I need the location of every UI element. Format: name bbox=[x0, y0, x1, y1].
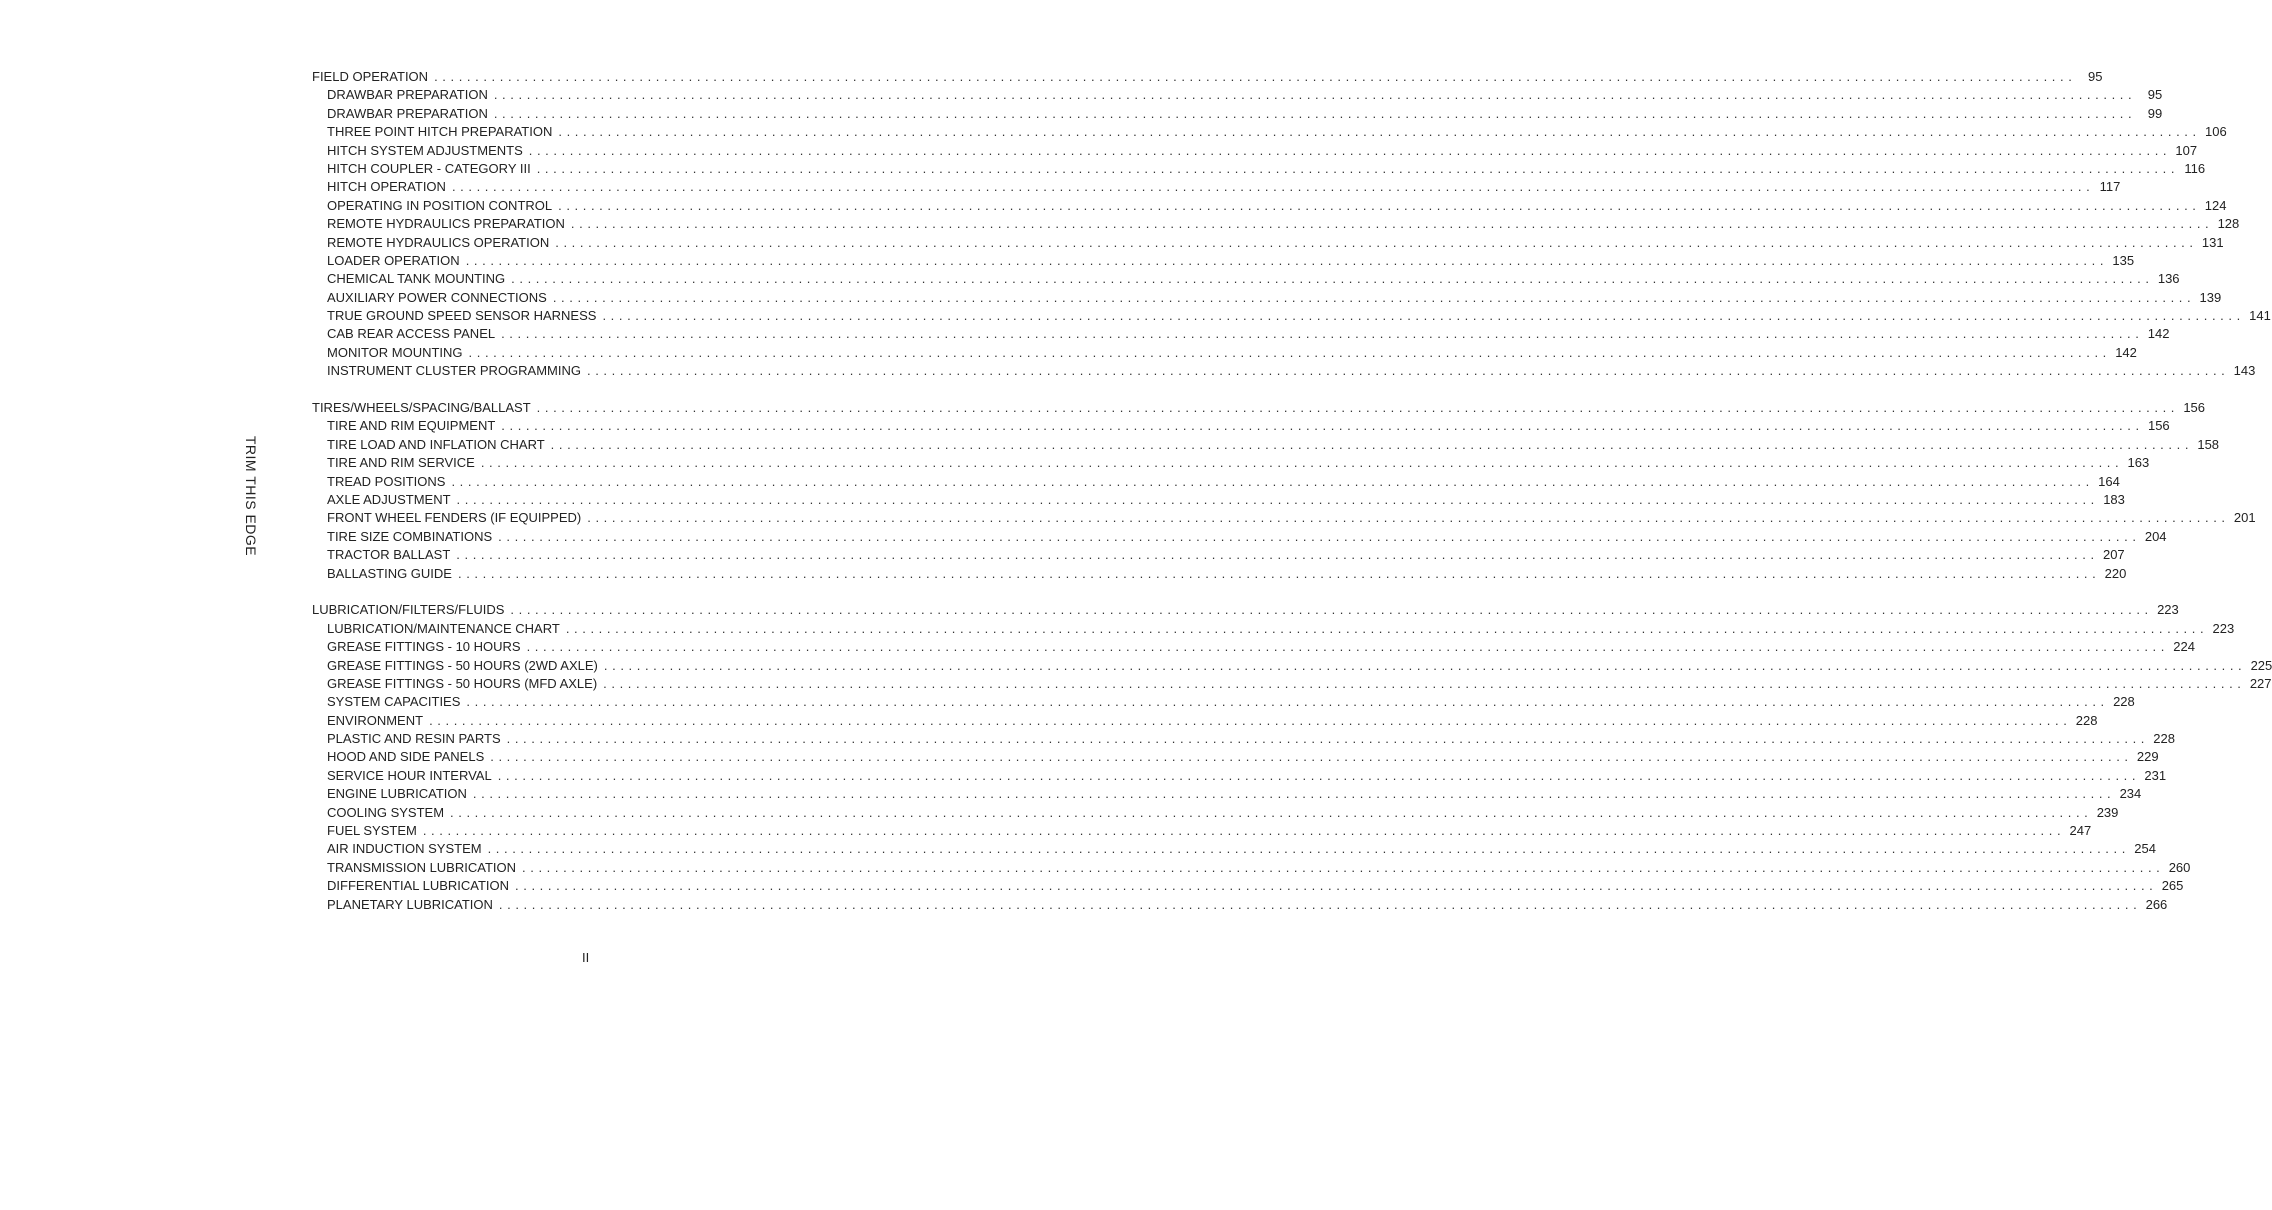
entry-page-number: 265 bbox=[2161, 878, 2184, 894]
dot-leader: ........................................................................................................................................................................................................ bbox=[434, 69, 2077, 84]
dot-leader: ........................................................................................................................................................................................................ bbox=[493, 87, 2137, 103]
entry-title: COOLING SYSTEM bbox=[327, 804, 445, 820]
dot-leader: ........................................................................................................................................................................................................ bbox=[603, 675, 2246, 691]
entry-page-number: 207 bbox=[2102, 547, 2125, 563]
toc-entry bbox=[312, 417, 2170, 435]
entry-title: ENVIRONMENT bbox=[327, 712, 424, 728]
dot-leader: ........................................................................................................................................................................................................ bbox=[515, 878, 2158, 894]
page-number: II bbox=[582, 950, 590, 965]
toc-entry bbox=[312, 528, 2167, 546]
toc-entry bbox=[312, 565, 2127, 583]
toc-entry bbox=[312, 638, 2195, 656]
entry-page-number: 266 bbox=[2145, 896, 2168, 912]
entry-page-number: 225 bbox=[2250, 657, 2272, 673]
dot-leader: ........................................................................................................................................................................................................ bbox=[501, 418, 2144, 434]
entry-page-number: 95 bbox=[2087, 69, 2103, 84]
entry-page-number: 131 bbox=[2201, 234, 2224, 250]
dot-leader: ........................................................................................................................................................................................................ bbox=[536, 400, 2180, 416]
entry-title: GREASE FITTINGS - 50 HOURS (2WD AXLE) bbox=[327, 657, 598, 673]
toc-entry bbox=[312, 896, 2168, 914]
entry-page-number: 156 bbox=[2147, 418, 2170, 434]
toc-entry bbox=[312, 215, 2240, 233]
entry-page-number: 117 bbox=[2099, 179, 2121, 195]
entry-title: HITCH COUPLER - CATEGORY III bbox=[327, 160, 531, 176]
toc-entry bbox=[312, 436, 2220, 454]
entry-page-number: 201 bbox=[2233, 510, 2256, 526]
toc-entry bbox=[312, 289, 2222, 307]
entry-page-number: 260 bbox=[2168, 859, 2191, 875]
toc-entry bbox=[312, 785, 2142, 803]
entry-page-number: 99 bbox=[2147, 105, 2163, 121]
entry-page-number: 223 bbox=[2212, 620, 2235, 636]
toc-section-heading bbox=[312, 68, 2103, 86]
toc-entry bbox=[312, 252, 2135, 270]
dot-leader: ........................................................................................................................................................................................................ bbox=[526, 639, 2169, 655]
dot-leader: ........................................................................................................................................................................................................ bbox=[558, 124, 2201, 140]
dot-leader: ........................................................................................................................................................................................................ bbox=[451, 179, 2095, 195]
toc-entry bbox=[312, 620, 2235, 638]
toc-entry bbox=[312, 86, 2163, 104]
toc-entry bbox=[312, 307, 2271, 325]
entry-title: TIRE LOAD AND INFLATION CHART bbox=[327, 436, 545, 452]
entry-page-number: 163 bbox=[2127, 455, 2150, 471]
dot-leader: ........................................................................................................................................................................................................ bbox=[465, 252, 2109, 268]
toc-entry bbox=[312, 657, 2272, 675]
entry-title: CAB REAR ACCESS PANEL bbox=[327, 326, 496, 342]
entry-page-number: 228 bbox=[2113, 694, 2135, 710]
entry-title: LOADER OPERATION bbox=[327, 252, 460, 268]
entry-page-number: 227 bbox=[2249, 675, 2272, 691]
dot-leader: ........................................................................................................................................................................................................ bbox=[558, 197, 2201, 213]
entry-page-number: 247 bbox=[2069, 823, 2092, 839]
entry-page-number: 143 bbox=[2233, 363, 2256, 379]
entry-title: TRUE GROUND SPEED SENSOR HARNESS bbox=[327, 308, 597, 324]
dot-leader: ........................................................................................................................................................................................................ bbox=[550, 436, 2194, 452]
toc-entry bbox=[312, 822, 2092, 840]
entry-title: HITCH OPERATION bbox=[327, 179, 446, 195]
entry-page-number: 128 bbox=[2217, 216, 2240, 232]
toc-entry bbox=[312, 105, 2163, 123]
entry-page-number: 142 bbox=[2115, 344, 2137, 360]
dot-leader: ........................................................................................................................................................................................................ bbox=[429, 712, 2072, 728]
entry-title: TIRE SIZE COMBINATIONS bbox=[327, 528, 493, 544]
entry-page-number: 224 bbox=[2173, 639, 2195, 655]
entry-title: SYSTEM CAPACITIES bbox=[327, 694, 461, 710]
entry-title: DRAWBAR PREPARATION bbox=[327, 105, 488, 121]
toc-section bbox=[312, 601, 2272, 914]
entry-title: TIRE AND RIM SERVICE bbox=[327, 455, 475, 471]
toc-entry bbox=[312, 270, 2180, 288]
entry-title: FRONT WHEEL FENDERS (IF EQUIPPED) bbox=[327, 510, 582, 526]
dot-leader: ........................................................................................................................................................................................................ bbox=[555, 234, 2198, 250]
dot-leader: ........................................................................................................................................................................................................ bbox=[603, 657, 2247, 673]
toc-entry bbox=[312, 730, 2175, 748]
dot-leader: ........................................................................................................................................................................................................ bbox=[565, 620, 2209, 636]
entry-title: SERVICE HOUR INTERVAL bbox=[327, 767, 492, 783]
entry-page-number: 156 bbox=[2183, 400, 2206, 416]
dot-leader: ........................................................................................................................................................................................................ bbox=[493, 105, 2137, 121]
dot-leader: ........................................................................................................................................................................................................ bbox=[506, 731, 2149, 747]
entry-page-number: 220 bbox=[2104, 565, 2127, 581]
dot-leader: ........................................................................................................................................................................................................ bbox=[528, 142, 2172, 158]
toc-entry bbox=[312, 491, 2125, 509]
entry-title: GREASE FITTINGS - 10 HOURS bbox=[327, 639, 521, 655]
dot-leader: ........................................................................................................................................................................................................ bbox=[457, 565, 2101, 581]
entry-title: HITCH SYSTEM ADJUSTMENTS bbox=[327, 142, 523, 158]
entry-page-number: 164 bbox=[2098, 473, 2120, 489]
dot-leader: ........................................................................................................................................................................................................ bbox=[472, 786, 2116, 802]
entry-title: FUEL SYSTEM bbox=[327, 823, 417, 839]
toc-entry bbox=[312, 160, 2206, 178]
entry-page-number: 239 bbox=[2096, 804, 2119, 820]
entry-title: FIELD OPERATION bbox=[312, 69, 429, 84]
toc-section-heading bbox=[312, 601, 2179, 619]
table-of-contents bbox=[312, 68, 2272, 932]
dot-leader: ........................................................................................................................................................................................................ bbox=[497, 767, 2141, 783]
entry-title: TIRE AND RIM EQUIPMENT bbox=[327, 418, 496, 434]
dot-leader: ........................................................................................................................................................................................................ bbox=[498, 528, 2141, 544]
toc-entry bbox=[312, 362, 2256, 380]
entry-page-number: 254 bbox=[2134, 841, 2156, 857]
dot-leader: ........................................................................................................................................................................................................ bbox=[536, 160, 2180, 176]
entry-page-number: 223 bbox=[2157, 602, 2179, 618]
entry-page-number: 141 bbox=[2249, 308, 2271, 324]
entry-title: REMOTE HYDRAULICS OPERATION bbox=[327, 234, 550, 250]
toc-entry bbox=[312, 840, 2156, 858]
dot-leader: ........................................................................................................................................................................................................ bbox=[522, 859, 2165, 875]
dot-leader: ........................................................................................................................................................................................................ bbox=[456, 547, 2099, 563]
entry-title: REMOTE HYDRAULICS PREPARATION bbox=[327, 216, 565, 232]
dot-leader: ........................................................................................................................................................................................................ bbox=[552, 289, 2196, 305]
entry-title: BALLASTING GUIDE bbox=[327, 565, 452, 581]
entry-page-number: 228 bbox=[2075, 712, 2098, 728]
entry-page-number: 107 bbox=[2175, 142, 2198, 158]
dot-leader: ........................................................................................................................................................................................................ bbox=[490, 749, 2133, 765]
entry-title: CHEMICAL TANK MOUNTING bbox=[327, 271, 506, 287]
dot-leader: ........................................................................................................................................................................................................ bbox=[587, 510, 2230, 526]
entry-title: TREAD POSITIONS bbox=[327, 473, 446, 489]
dot-leader: ........................................................................................................................................................................................................ bbox=[570, 216, 2214, 232]
entry-title: THREE POINT HITCH PREPARATION bbox=[327, 124, 553, 140]
toc-section bbox=[312, 399, 2256, 583]
toc-entry bbox=[312, 546, 2125, 564]
dot-leader: ........................................................................................................................................................................................................ bbox=[450, 804, 2093, 820]
entry-title: GREASE FITTINGS - 50 HOURS (MFD AXLE) bbox=[327, 675, 598, 691]
entry-title: DIFFERENTIAL LUBRICATION bbox=[327, 878, 510, 894]
entry-title: AXLE ADJUSTMENT bbox=[327, 491, 451, 507]
toc-entry bbox=[312, 178, 2121, 196]
entry-title: PLASTIC AND RESIN PARTS bbox=[327, 731, 501, 747]
toc-entry bbox=[312, 473, 2120, 491]
entry-page-number: 158 bbox=[2197, 436, 2220, 452]
toc-entry bbox=[312, 859, 2191, 877]
dot-leader: ........................................................................................................................................................................................................ bbox=[456, 491, 2099, 507]
entry-title: LUBRICATION/MAINTENANCE CHART bbox=[327, 620, 560, 636]
toc-entry bbox=[312, 142, 2198, 160]
entry-title: ENGINE LUBRICATION bbox=[327, 786, 467, 802]
dot-leader: ........................................................................................................................................................................................................ bbox=[510, 602, 2153, 618]
entry-title: TIRES/WHEELS/SPACING/BALLAST bbox=[312, 400, 531, 416]
entry-page-number: 135 bbox=[2112, 252, 2135, 268]
entry-title: INSTRUMENT CLUSTER PROGRAMMING bbox=[327, 363, 581, 379]
dot-leader: ........................................................................................................................................................................................................ bbox=[498, 896, 2142, 912]
dot-leader: ........................................................................................................................................................................................................ bbox=[480, 455, 2124, 471]
entry-page-number: 95 bbox=[2147, 87, 2163, 103]
toc-entry bbox=[312, 693, 2135, 711]
entry-title: DRAWBAR PREPARATION bbox=[327, 87, 488, 103]
entry-page-number: 139 bbox=[2199, 289, 2222, 305]
entry-page-number: 106 bbox=[2205, 124, 2227, 140]
entry-title: LUBRICATION/FILTERS/FLUIDS bbox=[312, 602, 505, 618]
entry-page-number: 229 bbox=[2136, 749, 2159, 765]
toc-entry bbox=[312, 325, 2170, 343]
entry-page-number: 183 bbox=[2103, 491, 2125, 507]
toc-entry bbox=[312, 123, 2227, 141]
entry-page-number: 234 bbox=[2119, 786, 2142, 802]
toc-entry bbox=[312, 509, 2256, 527]
entry-page-number: 204 bbox=[2144, 528, 2167, 544]
entry-page-number: 142 bbox=[2147, 326, 2170, 342]
dot-leader: ........................................................................................................................................................................................................ bbox=[587, 363, 2230, 379]
trim-edge-note: TRIM THIS EDGE bbox=[243, 435, 259, 557]
entry-title: AUXILIARY POWER CONNECTIONS bbox=[327, 289, 547, 305]
dot-leader: ........................................................................................................................................................................................................ bbox=[422, 823, 2066, 839]
toc-entry bbox=[312, 344, 2137, 362]
toc-entry bbox=[312, 454, 2150, 472]
toc-entry bbox=[312, 712, 2098, 730]
entry-title: HOOD AND SIDE PANELS bbox=[327, 749, 485, 765]
entry-title: OPERATING IN POSITION CONTROL bbox=[327, 197, 553, 213]
dot-leader: ........................................................................................................................................................................................................ bbox=[466, 694, 2109, 710]
entry-page-number: 228 bbox=[2153, 731, 2175, 747]
dot-leader: ........................................................................................................................................................................................................ bbox=[501, 326, 2144, 342]
toc-section-heading bbox=[312, 399, 2206, 417]
toc-entry bbox=[312, 234, 2224, 252]
dot-leader: ........................................................................................................................................................................................................ bbox=[487, 841, 2130, 857]
dot-leader: ........................................................................................................................................................................................................ bbox=[602, 308, 2245, 324]
entry-title: AIR INDUCTION SYSTEM bbox=[327, 841, 482, 857]
entry-title: TRACTOR BALLAST bbox=[327, 547, 451, 563]
toc-entry bbox=[312, 748, 2159, 766]
entry-title: MONITOR MOUNTING bbox=[327, 344, 463, 360]
toc-entry bbox=[312, 767, 2167, 785]
entry-page-number: 136 bbox=[2157, 271, 2180, 287]
entry-page-number: 231 bbox=[2144, 767, 2167, 783]
entry-page-number: 116 bbox=[2184, 160, 2206, 176]
dot-leader: ........................................................................................................................................................................................................ bbox=[451, 473, 2094, 489]
dot-leader: ........................................................................................................................................................................................................ bbox=[468, 344, 2111, 360]
toc-entry bbox=[312, 877, 2184, 895]
toc-entry bbox=[312, 804, 2119, 822]
toc-section bbox=[312, 68, 2271, 381]
dot-leader: ........................................................................................................................................................................................................ bbox=[511, 271, 2154, 287]
entry-title: TRANSMISSION LUBRICATION bbox=[327, 859, 517, 875]
entry-title: PLANETARY LUBRICATION bbox=[327, 896, 493, 912]
toc-entry bbox=[312, 197, 2227, 215]
toc-entry bbox=[312, 675, 2272, 693]
entry-page-number: 124 bbox=[2204, 197, 2227, 213]
